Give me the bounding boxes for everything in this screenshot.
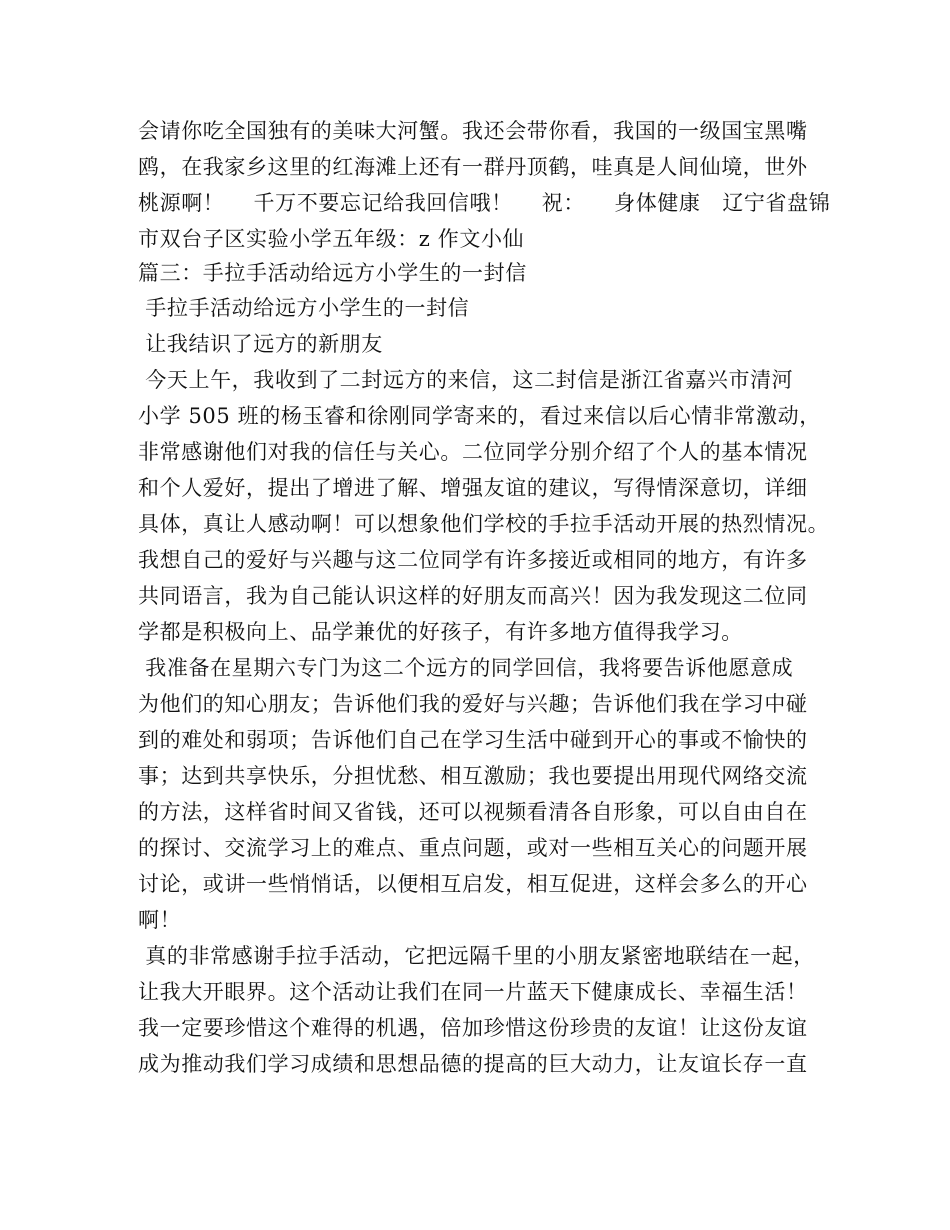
text-line: 和个人爱好，提出了增进了解、增强友谊的建议，写得情深意切，详细 [138, 476, 808, 500]
text-line: 真的非常感谢手拉手活动，它把远隔千里的小朋友紧密地联结在一起， [138, 944, 815, 968]
text-line: 的方法，这样省时间又省钱，还可以视频看清各自形象，可以自由自在 [138, 800, 808, 824]
text-line: 的探讨、交流学习上的难点、重点问题，或对一些相互关心的问题开展 [138, 836, 808, 860]
text-line: 我想自己的爱好与兴趣与这二位同学有许多接近或相同的地方，有许多 [138, 548, 808, 572]
letter-title: 手拉手活动给远方小学生的一封信 [138, 296, 470, 320]
text-line: 成为推动我们学习成绩和思想品德的提高的巨大动力，让友谊长存一直 [138, 1052, 808, 1076]
text-line: 为他们的知心朋友；告诉他们我的爱好与兴趣；告诉他们我在学习中碰 [138, 692, 808, 716]
text-line: 我一定要珍惜这个难得的机遇，倍加珍惜这份珍贵的友谊！让这份友谊 [138, 1016, 808, 1040]
text-line: 让我大开眼界。这个活动让我们在同一片蓝天下健康成长、幸福生活！ [138, 980, 808, 1004]
section-heading: 篇三：手拉手活动给远方小学生的一封信 [138, 261, 527, 285]
text-line: 啊！ [138, 908, 182, 932]
text-line: 会请你吃全国独有的美味大河蟹。我还会带你看，我国的一级国宝黑嘴 [138, 119, 808, 143]
text-line: 鸥，在我家乡这里的红海滩上还有一群丹顶鹤，哇真是人间仙境，世外 [138, 155, 808, 179]
text-line: 讨论，或讲一些悄悄话，以便相互启发，相互促进，这样会多么的开心 [138, 872, 808, 896]
text-line: 学都是积极向上、品学兼优的好孩子，有许多地方值得我学习。 [138, 620, 743, 644]
text-line: 我准备在星期六专门为这二个远方的同学回信，我将要告诉他愿意成 [138, 656, 794, 680]
text-line: 到的难处和弱项；告诉他们自己在学习生活中碰到开心的事或不愉快的 [138, 728, 808, 752]
text-line: 桃源啊！ 千万不要忘记给我回信哦！ 祝： 身体健康 辽宁省盘锦 [138, 191, 831, 215]
text-line: 今天上午，我收到了二封远方的来信，这二封信是浙江省嘉兴市清河 [138, 368, 794, 392]
text-line: 共同语言，我为自己能认识这样的好朋友而高兴！因为我发现这二位同 [138, 584, 808, 608]
text-line: 事；达到共享快乐，分担忧愁、相互激励；我也要提出用现代网络交流 [138, 764, 808, 788]
text-line: 具体，真让人感动啊！可以想象他们学校的手拉手活动开展的热烈情况。 [138, 512, 830, 536]
text-line: 小学 505 班的杨玉睿和徐刚同学寄来的，看过来信以后心情非常激动， [138, 404, 821, 428]
letter-subtitle: 让我结识了远方的新朋友 [138, 332, 383, 356]
text-line: 非常感谢他们对我的信任与关心。二位同学分别介绍了个人的基本情况 [138, 440, 808, 464]
text-line: 市双台子区实验小学五年级：z 作文小仙 [138, 227, 525, 251]
